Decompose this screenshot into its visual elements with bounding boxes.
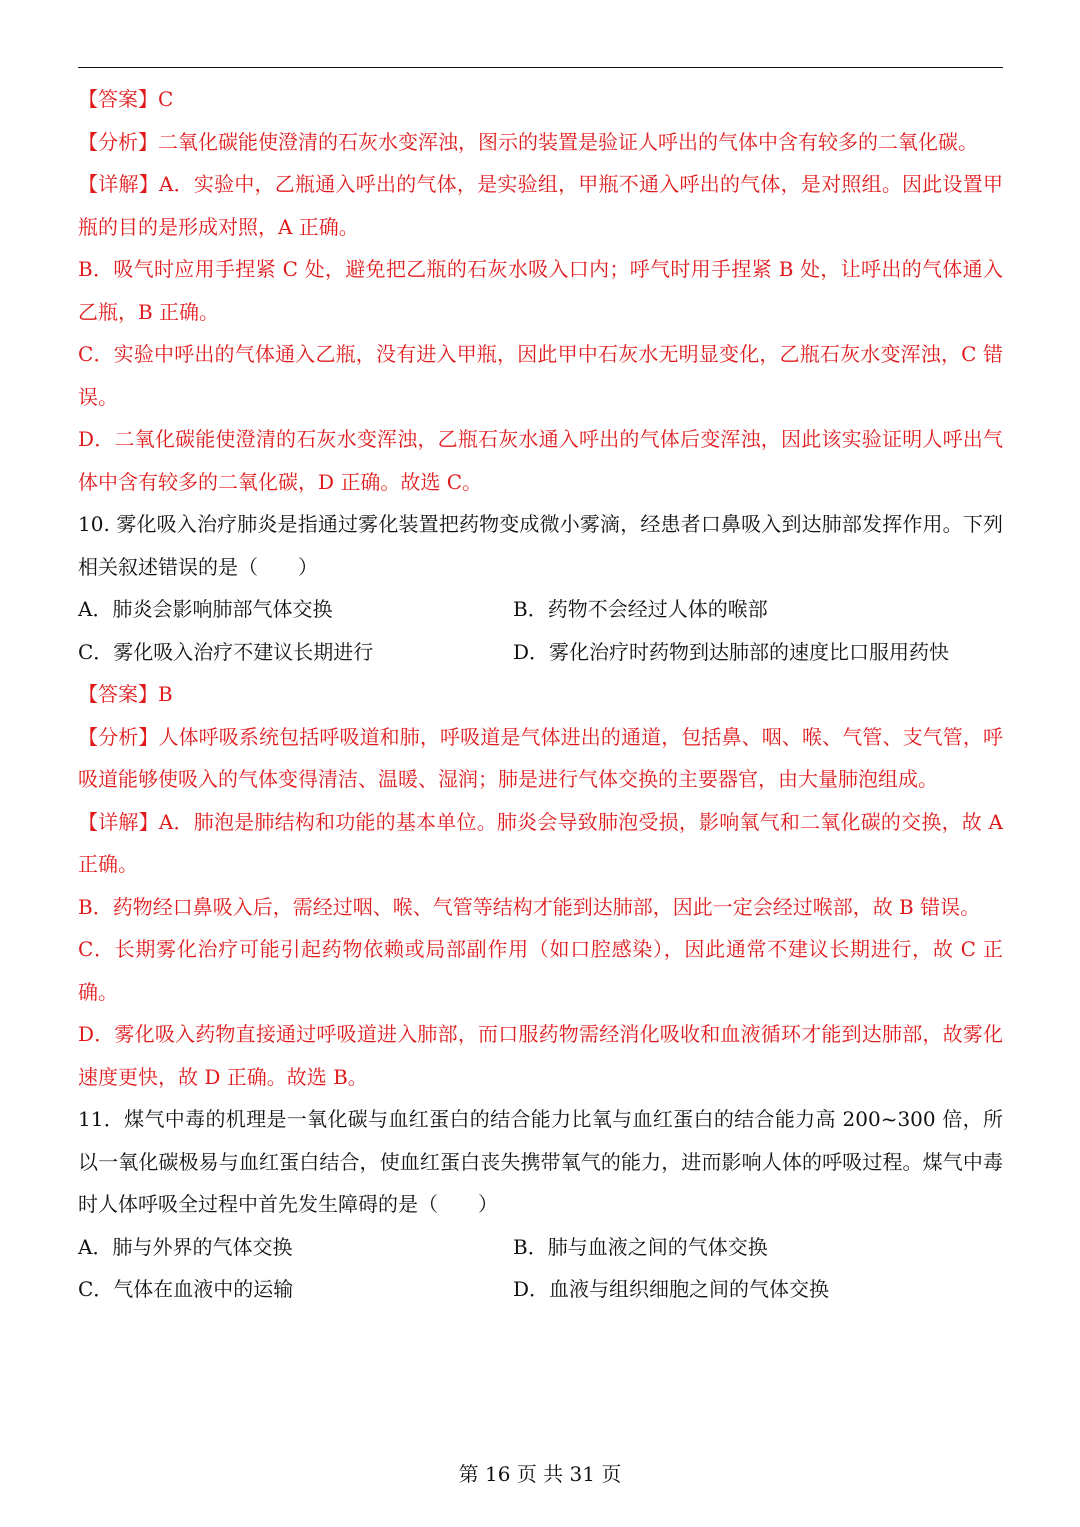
q10-options-row-1 [78,588,1003,631]
q10-option-b: B．药物不会经过人体的喉部 [513,597,768,621]
q9-detail-c: C．实验中呼出的气体通入乙瓶，没有进入甲瓶，因此甲中石灰水无明显变化，乙瓶石灰水变浑浊，C 错误。 [78,342,1003,409]
q10-option-d: D．雾化治疗时药物到达肺部的速度比口服用药快 [513,639,950,664]
q10-detail-d: D．雾化吸入药物直接通过呼吸道进入肺部，而口服药物需经消化吸收和血液循环才能到达肺部，故雾化速度更快，故 D 正确。故选 B。 [78,1022,1003,1089]
q9-detail-a [78,163,1003,248]
page-content [78,78,1003,1311]
q11-option-b: B．肺与血液之间的气体交换 [513,1234,768,1259]
q11-option-a: A．肺与外界的气体交换 [78,1234,293,1259]
q11-options-row-2 [78,1268,1003,1311]
q9-detail-d: D．二氧化碳能使澄清的石灰水变浑浊，乙瓶石灰水通入呼出的气体后变浑浊，因此该实验证明人呼出气体中含有较多的二氧化碳，D 正确。故选 C。 [78,427,1003,494]
analysis-tag: 【分析】 [78,724,159,749]
detail-text: A．实验中，乙瓶通入呼出的气体，是实验组，甲瓶不通入呼出的气体，是对照组。因此设置甲瓶的目的是形成对照，A 正确。 [78,172,1003,239]
q9-analysis [78,121,1003,164]
analysis-text: 二氧化碳能使澄清的石灰水变浑浊，图示的装置是验证人呼出的气体中含有较多的二氧化碳。 [158,129,978,154]
q10-stem: 10. 雾化吸入治疗肺炎是指通过雾化装置把药物变成微小雾滴，经患者口鼻吸入到达肺部发挥作用。下列相关叙述错误的是（ ） [78,512,1003,579]
detail-tag: 【详解】 [78,809,159,834]
q10-detail-c: C．长期雾化治疗可能引起药物依赖或局部副作用（如口腔感染），因此通常不建议长期进行，故 C 正确。 [78,937,1003,1004]
answer-value: C [158,87,174,111]
detail-text: A．肺泡是肺结构和功能的基本单位。肺炎会导致肺泡受损，影响氧气和二氧化碳的交换，故 A 正确。 [78,809,1004,876]
q11-option-c: C．气体在血液中的运输 [78,1277,294,1301]
analysis-tag: 【分析】 [78,129,158,154]
q10-option-c: C．雾化吸入治疗不建议长期进行 [78,639,374,664]
answer-tag: 【答案】 [78,87,158,111]
q10-answer [78,673,1003,716]
q9-detail-b: B．吸气时应用手捏紧 C 处，避免把乙瓶的石灰水吸入口内；呼气时用手捏紧 B 处，让呼出的气体通入乙瓶，B 正确。 [78,257,1003,324]
analysis-text: 人体呼吸系统包括呼吸道和肺，呼吸道是气体进出的通道，包括鼻、咽、喉、气管、支气管，呼吸道能够使吸入的气体变得清洁、温暖、湿润；肺是进行气体交换的主要器官，由大量肺泡组成。 [78,724,1004,791]
detail-tag: 【详解】 [78,172,159,196]
q11-stem: 11．煤气中毒的机理是一氧化碳与血红蛋白的结合能力比氧与血红蛋白的结合能力高 200~300 倍，所以一氧化碳极易与血红蛋白结合，使血红蛋白丧失携带氧气的能力，进而影响人体的呼吸过程。煤气中毒时人体呼吸全过程中首先发生障碍的是（ ） [78,1107,1003,1216]
q11-option-d: D．血液与组织细胞之间的气体交换 [513,1277,830,1301]
answer-value: B [158,682,173,706]
q9-answer [78,78,1003,121]
q10-options-row-2 [78,631,1003,674]
q10-analysis [78,716,1003,801]
q10-detail-b: B．药物经口鼻吸入后，需经过咽、喉、气管等结构才能到达肺部，因此一定会经过喉部，故 B 错误。 [78,894,981,919]
header-rule [78,67,1003,68]
page-number: 第 16 页 共 31 页 [458,1462,622,1486]
q10-option-a: A．肺炎会影响肺部气体交换 [78,597,333,621]
q11-options-row-1 [78,1226,1003,1269]
answer-tag: 【答案】 [78,682,158,706]
q10-detail-a [78,801,1003,886]
